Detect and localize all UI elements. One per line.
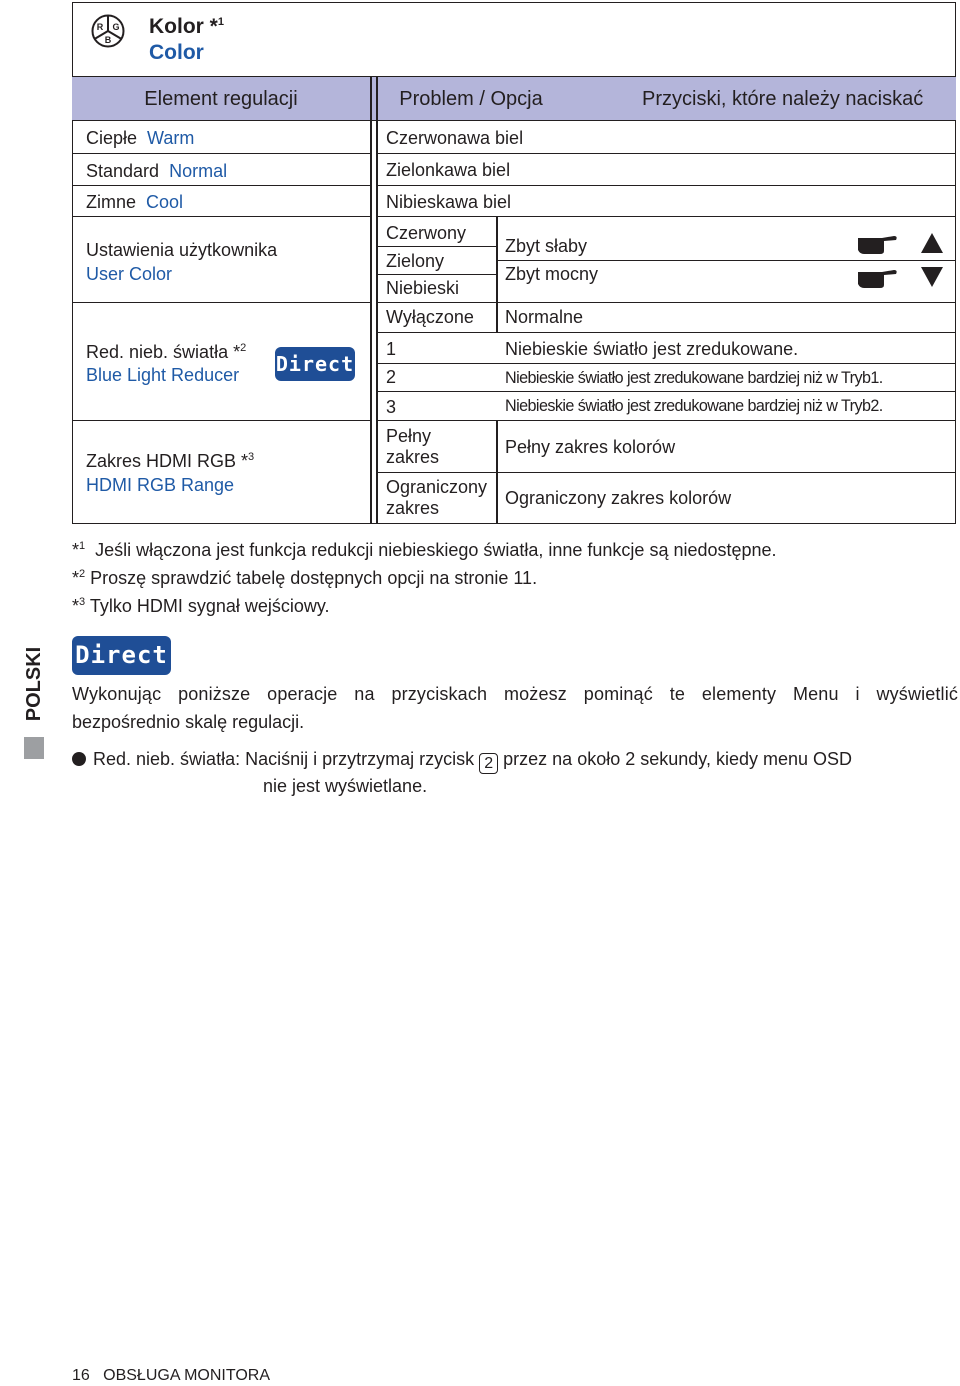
rgb-color-icon bbox=[89, 14, 127, 48]
option-blue: Niebieski bbox=[386, 278, 460, 298]
col-divider-2a bbox=[496, 216, 498, 332]
option-full-desc: Pełny zakres kolorów bbox=[505, 437, 676, 457]
hand-pointer-icon bbox=[856, 266, 898, 290]
language-side-tab bbox=[22, 636, 46, 732]
button-2-key-icon: 2 bbox=[479, 753, 498, 774]
option-full: Pełny zakres bbox=[386, 426, 440, 467]
row-line bbox=[376, 472, 956, 473]
col-divider-1 bbox=[370, 77, 372, 524]
direct-badge-section: Direct bbox=[72, 636, 171, 675]
row-line bbox=[72, 216, 370, 217]
item-user-pl: Ustawienia użytkownika bbox=[86, 240, 278, 260]
section-title-en: Color bbox=[149, 41, 204, 64]
item-hdmi-pl: Zakres HDMI RGB *$^3$ bbox=[86, 451, 255, 471]
item-bluelight-pl: Red. nieb. światła *$^2$ bbox=[86, 342, 247, 362]
item-normal: Standard Normal bbox=[86, 161, 228, 181]
row-line bbox=[376, 216, 956, 217]
col-divider-1b bbox=[376, 77, 378, 524]
problem-cool: Nibieskawa biel bbox=[386, 192, 512, 212]
direct-bullet-line2: nie jest wyświetlane. bbox=[263, 776, 428, 796]
row-line bbox=[72, 185, 370, 186]
row-line bbox=[376, 391, 956, 392]
row-line bbox=[72, 420, 370, 421]
footnote-3: *$^3$ Tylko HDMI sygnał wejściowy. bbox=[72, 596, 330, 616]
side-tab-bar bbox=[24, 737, 44, 759]
header-element: Element regulacji bbox=[144, 88, 298, 110]
language-label: POLSKI bbox=[23, 646, 45, 722]
mode-3-desc: Niebieskie światło jest zredukowane bardziej niż w Tryb2. bbox=[505, 396, 883, 415]
direct-intro-line1: Wykonując poniższe operacje na przyciskach możesz pominąć te elementy Menu i wyświetlić bbox=[72, 684, 958, 704]
mode-1-desc: Niebieskie światło jest zredukowane. bbox=[505, 339, 799, 359]
header-problem: Problem / Opcja bbox=[399, 88, 543, 110]
row-line bbox=[376, 363, 956, 364]
icon-letter-g: G bbox=[112, 22, 120, 32]
item-user-en: User Color bbox=[86, 264, 173, 284]
problem-too-strong: Zbyt mocny bbox=[505, 264, 599, 284]
problem-normal: Zielonkawa biel bbox=[386, 160, 511, 180]
option-green: Zielony bbox=[386, 251, 445, 271]
option-off: Wyłączone bbox=[386, 307, 474, 327]
row-line bbox=[376, 302, 956, 303]
option-off-desc: Normalne bbox=[505, 307, 584, 327]
item-hdmi-en: HDMI RGB Range bbox=[86, 475, 235, 495]
mode-2-num: 2 bbox=[386, 367, 397, 387]
mode-1-num: 1 bbox=[386, 339, 397, 359]
footnote-2: *$^2$ Proszę sprawdzić tabelę dostępnych opcji na stronie 11. bbox=[72, 568, 538, 588]
mode-3-num: 3 bbox=[386, 397, 397, 417]
problem-too-weak: Zbyt słaby bbox=[505, 236, 588, 256]
icon-letter-r: R bbox=[96, 22, 104, 32]
hand-pointer-icon bbox=[856, 232, 898, 256]
direct-bullet-line1: Red. nieb. światła: Naciśnij i przytrzymaj rzycisk 2 przez na około 2 sekundy, kiedy menu OSD bbox=[93, 749, 853, 772]
row-line bbox=[376, 185, 956, 186]
row-line bbox=[376, 274, 496, 275]
up-arrow-icon bbox=[920, 232, 944, 254]
option-red: Czerwony bbox=[386, 223, 467, 243]
bullet-icon bbox=[72, 752, 86, 766]
section-title-pl: Kolor *$^1$ bbox=[149, 15, 224, 38]
row-line bbox=[376, 332, 956, 333]
row-line bbox=[376, 246, 496, 247]
direct-intro-line2: bezpośrednio skalę regulacji. bbox=[72, 712, 305, 732]
header-buttons: Przyciski, które należy naciskać bbox=[642, 88, 924, 110]
footnote-1: *$^1$ Jeśli włączona jest funkcja redukcji niebieskiego światła, inne funkcje są niedostępne. bbox=[72, 540, 777, 560]
row-line bbox=[72, 302, 370, 303]
row-line bbox=[496, 260, 956, 261]
item-cool: Zimne Cool bbox=[86, 192, 184, 212]
item-warm: Ciepłe Warm bbox=[86, 128, 195, 148]
row-line bbox=[376, 153, 956, 154]
direct-badge-table: Direct bbox=[275, 347, 355, 381]
item-bluelight-en: Blue Light Reducer bbox=[86, 365, 240, 385]
option-limited-desc: Ograniczony zakres kolorów bbox=[505, 488, 732, 508]
option-limited: Ograniczony zakres bbox=[386, 477, 488, 518]
row-line bbox=[376, 420, 956, 421]
mode-2-desc: Niebieskie światło jest zredukowane bardziej niż w Tryb1. bbox=[505, 368, 883, 387]
problem-warm: Czerwonawa biel bbox=[386, 128, 524, 148]
down-arrow-icon bbox=[920, 266, 944, 288]
page-footer: 16 OBSŁUGA MONITORA bbox=[72, 1367, 270, 1384]
icon-letter-b: B bbox=[104, 35, 112, 45]
row-line bbox=[72, 153, 370, 154]
